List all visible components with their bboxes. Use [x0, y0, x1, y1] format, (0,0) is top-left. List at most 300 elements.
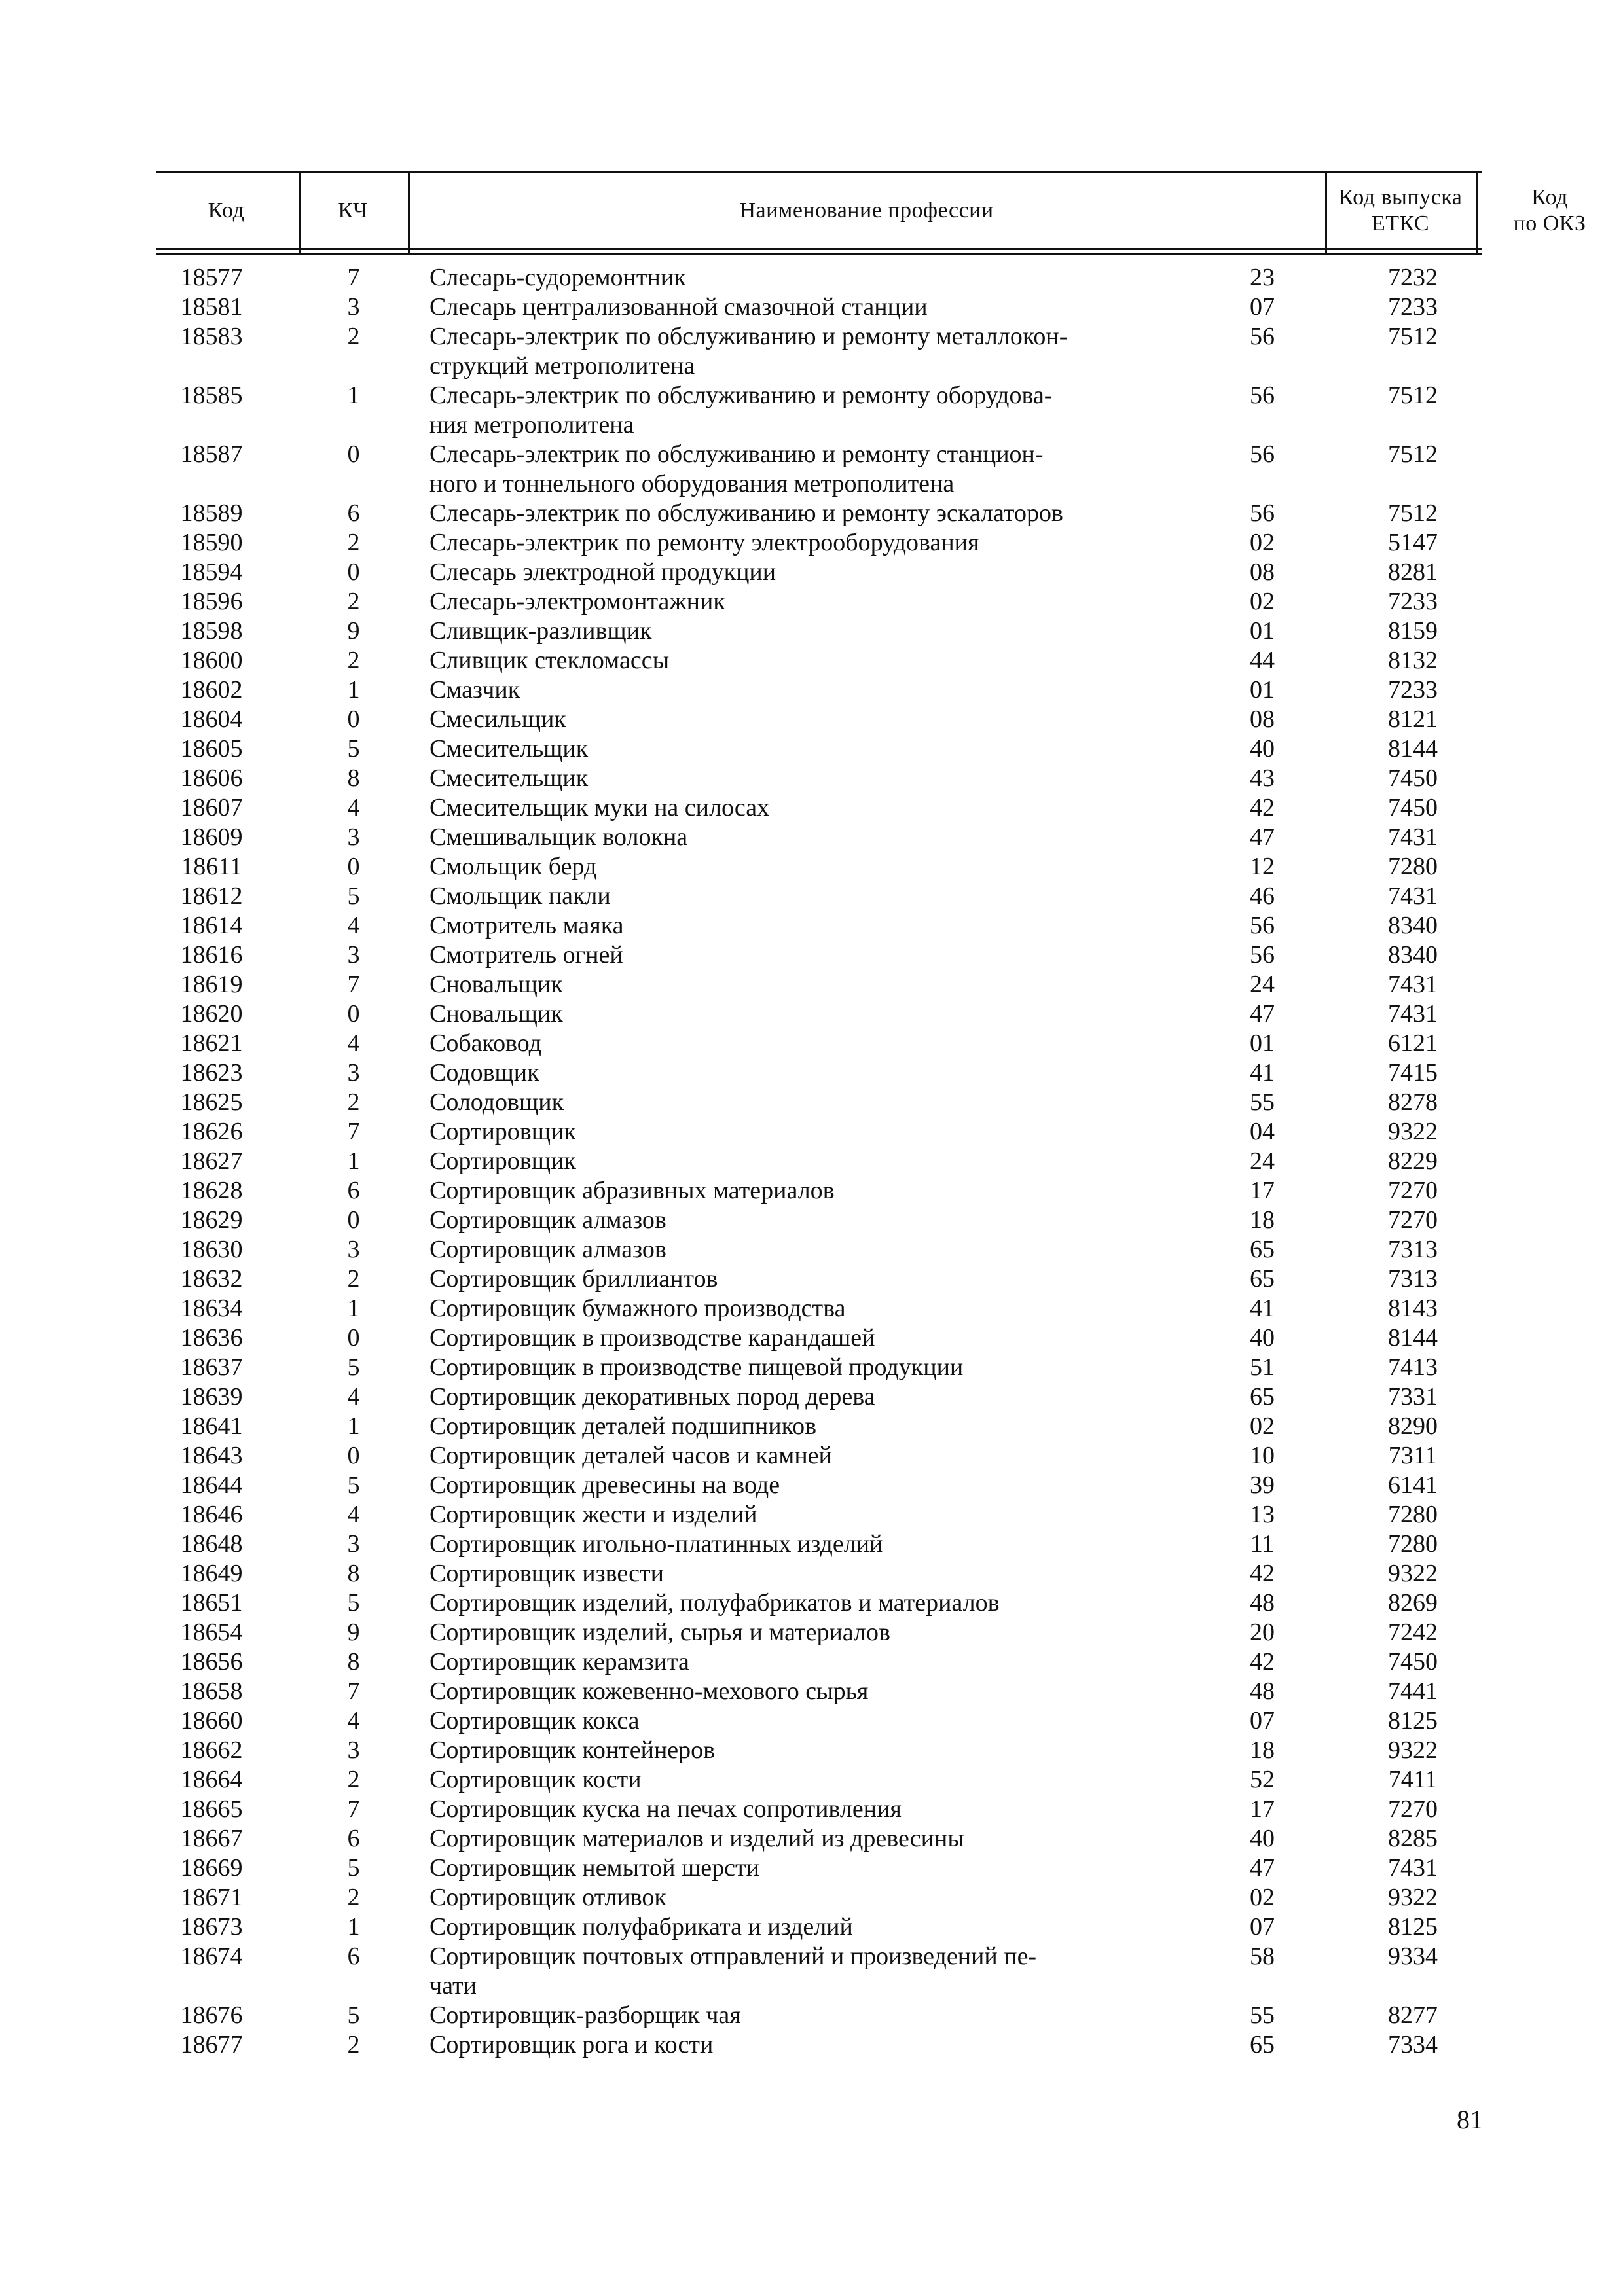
table-row: [156, 675, 1482, 705]
row-kod: 18660: [180, 1707, 243, 1734]
row-kod: 18602: [180, 676, 243, 704]
row-profession-name-line1: Солодовщик: [429, 1088, 564, 1116]
row-okz-code: 6141: [1388, 1471, 1438, 1499]
row-kch: 4: [347, 1707, 360, 1734]
table-row: [156, 1500, 1482, 1530]
row-okz-code: 9322: [1388, 1736, 1438, 1764]
row-profession-name: [429, 1795, 1130, 1824]
table-row: [156, 1412, 1482, 1441]
row-etks-code: 18: [1250, 1206, 1275, 1234]
row-profession-name: [429, 499, 1130, 528]
table-row: [156, 1206, 1482, 1235]
row-profession-name-line1: Сортировщик алмазов: [429, 1206, 666, 1234]
row-kch: 8: [347, 1648, 360, 1676]
row-profession-name: [429, 1029, 1130, 1058]
row-kch: 1: [347, 382, 360, 409]
row-profession-name: [429, 1883, 1130, 1912]
table-row: [156, 1147, 1482, 1176]
row-kch: 2: [347, 647, 360, 674]
row-kod: 18600: [180, 647, 243, 674]
row-profession-name: [429, 1647, 1130, 1677]
row-profession-name: [429, 911, 1130, 941]
row-etks-code: 51: [1250, 1354, 1275, 1381]
table-row: [156, 2001, 1482, 2030]
row-okz-code: 8125: [1388, 1913, 1438, 1941]
page-number: 81: [1457, 2105, 1483, 2134]
table-row: [156, 381, 1482, 440]
row-okz-code: 7431: [1388, 971, 1438, 998]
row-etks-code: 56: [1250, 440, 1275, 468]
row-okz-code: 7415: [1388, 1059, 1438, 1086]
row-profession-name: [429, 617, 1130, 646]
row-profession-name: [429, 1088, 1130, 1117]
row-profession-name: [429, 1736, 1130, 1765]
row-okz-code: 7431: [1388, 823, 1438, 851]
row-kch: 8: [347, 764, 360, 792]
row-profession-name: [429, 1176, 1130, 1206]
row-profession-name: [429, 1323, 1130, 1353]
row-etks-code: 48: [1250, 1677, 1275, 1705]
row-profession-name: [429, 558, 1130, 587]
row-kod: 18590: [180, 529, 243, 556]
table-row: [156, 1294, 1482, 1323]
row-kod: 18619: [180, 971, 243, 998]
row-kod: 18674: [180, 1943, 243, 1970]
row-profession-name-line1: Сливщик-разливщик: [429, 617, 652, 645]
row-okz-code: 7334: [1388, 2031, 1438, 2058]
row-kod: 18577: [180, 264, 243, 291]
row-profession-name-line1: Сортировщик абразивных материалов: [429, 1177, 835, 1204]
row-etks-code: 07: [1250, 1707, 1275, 1734]
row-profession-name-line1: Сортировщик извести: [429, 1560, 664, 1587]
row-etks-code: 02: [1250, 1884, 1275, 1911]
row-kch: 2: [347, 588, 360, 615]
row-kch: 3: [347, 1736, 360, 1764]
row-kch: 2: [347, 323, 360, 350]
header-name-label: Наименование профессии: [739, 198, 994, 223]
row-profession-name-line1: Сортировщик контейнеров: [429, 1736, 716, 1764]
row-profession-name-line1: Сортировщик изделий, полуфабрикатов и материалов: [429, 1589, 1000, 1617]
row-etks-code: 47: [1250, 1854, 1275, 1882]
occupation-table: [156, 171, 1586, 2058]
row-etks-code: 41: [1250, 1295, 1275, 1322]
row-profession-name: [429, 1058, 1130, 1088]
row-profession-name: [429, 675, 1130, 705]
row-kod: 18583: [180, 323, 243, 350]
row-kch: 7: [347, 971, 360, 998]
table-row: [156, 764, 1482, 793]
table-header: [156, 171, 1586, 248]
header-kod: [156, 173, 297, 248]
row-okz-code: 9322: [1388, 1560, 1438, 1587]
row-okz-code: 7331: [1388, 1383, 1438, 1410]
table-row: [156, 1441, 1482, 1471]
row-kod: 18658: [180, 1677, 243, 1705]
row-profession-name-line2: чати: [429, 1972, 477, 2000]
row-kod: 18671: [180, 1884, 243, 1911]
row-etks-code: 43: [1250, 764, 1275, 792]
row-kch: 6: [347, 1825, 360, 1852]
row-kod: 18607: [180, 794, 243, 821]
row-okz-code: 7313: [1388, 1265, 1438, 1293]
row-etks-code: 40: [1250, 735, 1275, 762]
row-profession-name-line1: Смесильщик: [429, 706, 566, 733]
row-kch: 5: [347, 735, 360, 762]
header-etks-line1: Код выпуска: [1338, 185, 1463, 209]
row-kch: 0: [347, 558, 360, 586]
row-etks-code: 10: [1250, 1442, 1275, 1469]
row-profession-name-line1: Сортировщик деталей подшипников: [429, 1412, 817, 1440]
row-kch: 2: [347, 1088, 360, 1116]
table-row: [156, 1323, 1482, 1353]
row-profession-name-line1: Сортировщик алмазов: [429, 1236, 666, 1263]
row-okz-code: 7280: [1388, 853, 1438, 880]
row-okz-code: 7450: [1388, 794, 1438, 821]
row-profession-name: [429, 1912, 1130, 1942]
row-profession-name-line1: Сортировщик немытой шерсти: [429, 1854, 759, 1882]
row-kch: 3: [347, 293, 360, 321]
row-profession-name-line1: Содовщик: [429, 1059, 539, 1086]
row-profession-name: [429, 2001, 1130, 2030]
row-profession-name-line1: Сортировщик изделий, сырья и материалов: [429, 1619, 890, 1646]
row-okz-code: 7411: [1388, 1766, 1438, 1793]
row-profession-name: [429, 999, 1130, 1029]
row-kch: 1: [347, 1147, 360, 1175]
row-kch: 8: [347, 1560, 360, 1587]
row-etks-code: 55: [1250, 2001, 1275, 2029]
row-kch: 0: [347, 1442, 360, 1469]
row-profession-name: [429, 1294, 1130, 1323]
row-kch: 5: [347, 1354, 360, 1381]
row-etks-code: 40: [1250, 1825, 1275, 1852]
row-okz-code: 8340: [1388, 912, 1438, 939]
row-profession-name-line1: Сортировщик жести и изделий: [429, 1501, 757, 1528]
row-profession-name: [429, 322, 1130, 381]
row-kod: 18656: [180, 1648, 243, 1676]
row-okz-code: 6121: [1388, 1030, 1438, 1057]
table-row: [156, 1029, 1482, 1058]
row-profession-name-line1: Сортировщик: [429, 1118, 576, 1145]
row-profession-name-line1: Смольщик пакли: [429, 882, 611, 910]
row-kod: 18634: [180, 1295, 243, 1322]
row-profession-name-line1: Сортировщик-разборщик чая: [429, 2001, 741, 2029]
row-profession-name: [429, 1559, 1130, 1588]
row-kch: 0: [347, 706, 360, 733]
row-kod: 18604: [180, 706, 243, 733]
row-profession-name-line1: Сортировщик древесины на воде: [429, 1471, 780, 1499]
row-kod: 18667: [180, 1825, 243, 1852]
row-profession-name-line1: Сортировщик бриллиантов: [429, 1265, 718, 1293]
row-etks-code: 01: [1250, 676, 1275, 704]
row-etks-code: 13: [1250, 1501, 1275, 1528]
row-profession-name: [429, 1854, 1130, 1883]
row-kod: 18629: [180, 1206, 243, 1234]
row-okz-code: 7512: [1388, 323, 1438, 350]
row-profession-name: [429, 1500, 1130, 1530]
row-kod: 18677: [180, 2031, 243, 2058]
table-row: [156, 852, 1482, 882]
row-kch: 0: [347, 440, 360, 468]
table-row: [156, 528, 1482, 558]
table-row: [156, 1912, 1482, 1942]
row-okz-code: 7311: [1388, 1442, 1438, 1469]
header-kch-label: КЧ: [338, 198, 368, 223]
row-kch: 5: [347, 1471, 360, 1499]
row-okz-code: 8125: [1388, 1707, 1438, 1734]
row-okz-code: 8278: [1388, 1088, 1438, 1116]
row-kod: 18587: [180, 440, 243, 468]
row-okz-code: 8277: [1388, 2001, 1438, 2029]
row-okz-code: 7431: [1388, 1854, 1438, 1882]
row-etks-code: 56: [1250, 323, 1275, 350]
row-profession-name-line1: Слесарь электродной продукции: [429, 558, 776, 586]
row-etks-code: 01: [1250, 1030, 1275, 1057]
row-profession-name: [429, 381, 1130, 440]
row-okz-code: 7313: [1388, 1236, 1438, 1263]
row-okz-code: 8132: [1388, 647, 1438, 674]
row-okz-code: 7450: [1388, 1648, 1438, 1676]
row-okz-code: 9322: [1388, 1884, 1438, 1911]
row-okz-code: 7270: [1388, 1177, 1438, 1204]
row-kod: 18654: [180, 1619, 243, 1646]
table-row: [156, 293, 1482, 322]
table-row: [156, 1353, 1482, 1382]
row-okz-code: 8281: [1388, 558, 1438, 586]
row-okz-code: 9334: [1388, 1943, 1438, 1970]
table-row: [156, 1883, 1482, 1912]
header-okz-line2: по ОКЗ: [1513, 211, 1586, 236]
row-etks-code: 42: [1250, 1648, 1275, 1676]
row-profession-name: [429, 1235, 1130, 1265]
row-profession-name-line1: Сортировщик куска на печах сопротивления: [429, 1795, 902, 1823]
row-okz-code: 7512: [1388, 382, 1438, 409]
row-profession-name-line2: струкций метрополитена: [429, 352, 695, 380]
table-row: [156, 705, 1482, 734]
row-okz-code: 7270: [1388, 1795, 1438, 1823]
table-row: [156, 440, 1482, 499]
table-row: [156, 1235, 1482, 1265]
table-row: [156, 558, 1482, 587]
row-etks-code: 58: [1250, 1943, 1275, 1970]
row-profession-name-line1: Сортировщик: [429, 1147, 576, 1175]
table-row: [156, 587, 1482, 617]
row-profession-name-line1: Смесительщик: [429, 764, 589, 792]
row-kch: 1: [347, 1412, 360, 1440]
table-row: [156, 646, 1482, 675]
row-okz-code: 8269: [1388, 1589, 1438, 1617]
row-profession-name-line1: Сортировщик декоративных пород дерева: [429, 1383, 875, 1410]
row-profession-name-line1: Сортировщик игольно-платинных изделий: [429, 1530, 883, 1558]
row-profession-name: [429, 1677, 1130, 1706]
row-profession-name-line1: Сортировщик кокса: [429, 1707, 640, 1734]
row-etks-code: 23: [1250, 264, 1275, 291]
table-row: [156, 1176, 1482, 1206]
row-kch: 3: [347, 1530, 360, 1558]
row-kod: 18581: [180, 293, 243, 321]
row-kod: 18664: [180, 1766, 243, 1793]
row-kod: 18620: [180, 1000, 243, 1028]
row-etks-code: 02: [1250, 588, 1275, 615]
row-profession-name: [429, 1265, 1130, 1294]
header-etks-line2: ЕТКС: [1371, 211, 1430, 236]
row-profession-name-line1: Смотритель огней: [429, 941, 623, 969]
row-kch: 2: [347, 529, 360, 556]
row-etks-code: 01: [1250, 617, 1275, 645]
row-profession-name: [429, 1824, 1130, 1854]
row-okz-code: 8144: [1388, 1324, 1438, 1352]
row-profession-name: [429, 293, 1130, 322]
table-row: [156, 941, 1482, 970]
row-profession-name-line1: Сновальщик: [429, 1000, 563, 1028]
row-profession-name: [429, 1618, 1130, 1647]
row-kch: 0: [347, 1324, 360, 1352]
table-row: [156, 999, 1482, 1029]
row-kch: 5: [347, 1589, 360, 1617]
table-row: [156, 882, 1482, 911]
row-kod: 18628: [180, 1177, 243, 1204]
row-profession-name: [429, 970, 1130, 999]
row-kod: 18669: [180, 1854, 243, 1882]
row-profession-name: [429, 793, 1130, 823]
row-etks-code: 04: [1250, 1118, 1275, 1145]
row-kch: 2: [347, 1766, 360, 1793]
row-kch: 7: [347, 264, 360, 291]
row-etks-code: 65: [1250, 1236, 1275, 1263]
table-row: [156, 1117, 1482, 1147]
row-kod: 18644: [180, 1471, 243, 1499]
row-profession-name-line1: Смольщик берд: [429, 853, 597, 880]
row-okz-code: 8340: [1388, 941, 1438, 969]
row-profession-name: [429, 882, 1130, 911]
header-double-rule: [156, 248, 1482, 255]
row-etks-code: 55: [1250, 1088, 1275, 1116]
row-profession-name-line1: Сортировщик бумажного производства: [429, 1295, 846, 1322]
row-okz-code: 7280: [1388, 1501, 1438, 1528]
row-kod: 18609: [180, 823, 243, 851]
row-etks-code: 56: [1250, 941, 1275, 969]
row-profession-name: [429, 528, 1130, 558]
row-kod: 18662: [180, 1736, 243, 1764]
row-kod: 18632: [180, 1265, 243, 1293]
row-profession-name-line1: Сортировщик рога и кости: [429, 2031, 714, 2058]
row-kod: 18673: [180, 1913, 243, 1941]
row-etks-code: 44: [1250, 647, 1275, 674]
table-row: [156, 1647, 1482, 1677]
row-profession-name-line1: Слесарь-электрик по обслуживанию и ремонту оборудова-: [429, 382, 1053, 409]
table-row: [156, 1706, 1482, 1736]
row-okz-code: 7233: [1388, 588, 1438, 615]
row-profession-name-line1: Слесарь-электрик по ремонту электрооборудования: [429, 529, 979, 556]
header-etks: [1327, 173, 1474, 248]
row-profession-name-line1: Слесарь-электрик по обслуживанию и ремонту эскалаторов: [429, 499, 1063, 527]
row-kod: 18646: [180, 1501, 243, 1528]
row-profession-name: [429, 1588, 1130, 1618]
row-kch: 2: [347, 1265, 360, 1293]
row-profession-name-line1: Сортировщик полуфабриката и изделий: [429, 1913, 853, 1941]
row-kch: 4: [347, 1030, 360, 1057]
row-kch: 4: [347, 912, 360, 939]
header-kch: [301, 173, 405, 248]
row-kod: 18641: [180, 1412, 243, 1440]
row-etks-code: 42: [1250, 794, 1275, 821]
header-name: [410, 173, 1323, 248]
table-body: [156, 263, 1482, 2060]
table-row: [156, 2030, 1482, 2060]
row-kod: 18626: [180, 1118, 243, 1145]
row-profession-name-line1: Сновальщик: [429, 971, 563, 998]
row-okz-code: 9322: [1388, 1118, 1438, 1145]
row-kch: 4: [347, 794, 360, 821]
row-kod: 18594: [180, 558, 243, 586]
row-profession-name: [429, 734, 1130, 764]
row-etks-code: 18: [1250, 1736, 1275, 1764]
header-kod-label: Код: [208, 198, 245, 223]
row-okz-code: 7413: [1388, 1354, 1438, 1381]
row-etks-code: 11: [1250, 1530, 1275, 1558]
row-profession-name-line1: Сливщик стекломассы: [429, 647, 670, 674]
row-kch: 0: [347, 853, 360, 880]
row-profession-name-line1: Сортировщик деталей часов и камней: [429, 1442, 832, 1469]
row-okz-code: 8121: [1388, 706, 1438, 733]
row-profession-name-line1: Слесарь-электрик по обслуживанию и ремонту станцион-: [429, 440, 1044, 468]
row-kch: 7: [347, 1795, 360, 1823]
table-row: [156, 1677, 1482, 1706]
table-row: [156, 1765, 1482, 1795]
row-etks-code: 24: [1250, 1147, 1275, 1175]
row-profession-name: [429, 1382, 1130, 1412]
row-profession-name-line1: Слесарь-электрик по обслуживанию и ремонту металлокон-: [429, 323, 1068, 350]
row-kod: 18616: [180, 941, 243, 969]
table-row: [156, 1088, 1482, 1117]
row-kod: 18637: [180, 1354, 243, 1381]
row-profession-name-line1: Сортировщик в производстве карандашей: [429, 1324, 875, 1352]
row-etks-code: 52: [1250, 1766, 1275, 1793]
row-okz-code: 7512: [1388, 499, 1438, 527]
row-kod: 18614: [180, 912, 243, 939]
row-kod: 18630: [180, 1236, 243, 1263]
row-kch: 3: [347, 1236, 360, 1263]
table-row: [156, 1559, 1482, 1588]
row-etks-code: 40: [1250, 1324, 1275, 1352]
row-profession-name-line2: ного и тоннельного оборудования метрополитена: [429, 470, 955, 497]
row-etks-code: 08: [1250, 558, 1275, 586]
row-profession-name-line1: Сортировщик материалов и изделий из древесины: [429, 1825, 964, 1852]
row-etks-code: 24: [1250, 971, 1275, 998]
row-profession-name: [429, 1530, 1130, 1559]
row-kod: 18605: [180, 735, 243, 762]
row-okz-code: 8159: [1388, 617, 1438, 645]
row-profession-name-line1: Смесительщик: [429, 735, 589, 762]
row-kch: 6: [347, 1177, 360, 1204]
row-etks-code: 47: [1250, 1000, 1275, 1028]
row-kod: 18625: [180, 1088, 243, 1116]
row-kch: 3: [347, 823, 360, 851]
row-etks-code: 48: [1250, 1589, 1275, 1617]
row-kod: 18585: [180, 382, 243, 409]
row-profession-name: [429, 1942, 1130, 2001]
row-profession-name: [429, 823, 1130, 852]
row-profession-name-line1: Смесительщик муки на силосах: [429, 794, 770, 821]
row-kch: 0: [347, 1206, 360, 1234]
row-profession-name: [429, 1706, 1130, 1736]
row-profession-name-line1: Сортировщик керамзита: [429, 1648, 689, 1676]
row-profession-name: [429, 2030, 1130, 2060]
row-kod: 18648: [180, 1530, 243, 1558]
row-etks-code: 56: [1250, 912, 1275, 939]
row-kch: 5: [347, 1854, 360, 1882]
row-etks-code: 17: [1250, 1177, 1275, 1204]
row-okz-code: 7242: [1388, 1619, 1438, 1646]
